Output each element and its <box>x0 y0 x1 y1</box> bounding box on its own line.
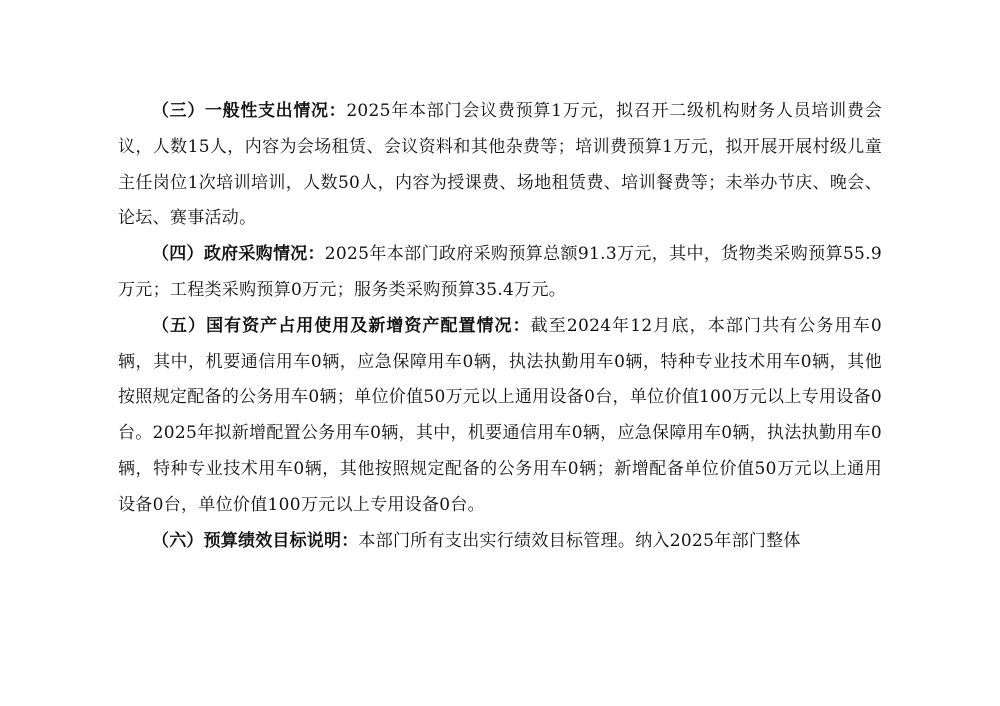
section-text: 2025年本部门会议费预算1万元，拟召开二级机构财务人员培训费会议，人数15人，内容为会场租赁、会议资料和其他杂费等；培训费预算1万元，拟开展开展村级儿童主任岗位1次培训培训，人数50人，内容为授课费、场地租赁费、培训餐费等；未举办节庆、晚会、论坛、赛事活动。 <box>118 101 882 229</box>
section-state-assets <box>118 309 882 524</box>
section-government-procurement <box>118 237 882 309</box>
section-heading: （五）国有资产占用使用及新增资产配置情况： <box>152 315 531 336</box>
section-heading: （四）政府采购情况： <box>152 244 325 265</box>
section-heading: （三）一般性支出情况： <box>152 101 347 121</box>
section-text: 截至2024年12月底，本部门共有公务用车0辆，其中，机要通信用车0辆，应急保障用车0辆，执法执勤用车0辆，特种专业技术用车0辆，其他按照规定配备的公务用车0辆；单位价值50万元以上通用设备0台，单位价值100万元以上专用设备0台。2025年拟新增配置公务用车0辆，其中，机要通信用车0辆，应急保障用车0辆，执法执勤用车0辆，特种专业技术用车0辆，其他按照规定配备的公务用车0辆；新增配备单位价值50万元以上通用设备0台，单位价值100万元以上专用设备0台。 <box>118 315 883 515</box>
section-general-expenditure <box>118 94 882 237</box>
section-text: 本部门所有支出实行绩效目标管理。纳入2025年部门整体 <box>358 530 801 551</box>
section-performance-goals <box>118 524 882 560</box>
section-text: 2025年本部门政府采购预算总额91.3万元，其中，货物类采购预算55.9万元；工程类采购预算0万元；服务类采购预算35.4万元。 <box>118 244 882 300</box>
document-body <box>118 94 882 559</box>
section-heading: （六）预算绩效目标说明： <box>152 530 359 551</box>
